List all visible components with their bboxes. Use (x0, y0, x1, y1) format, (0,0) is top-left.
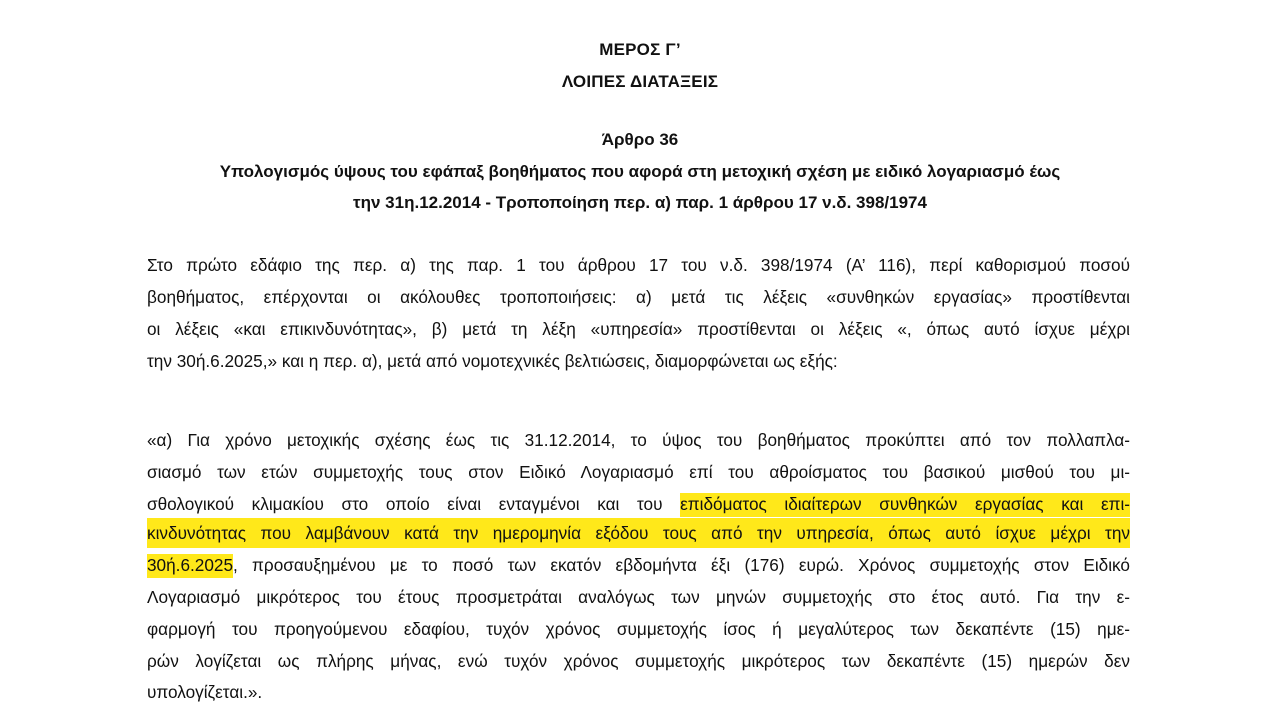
paragraph2-line: ρών λογίζεται ως πλήρης μήνας, ενώ τυχόν χρόνος συμμετοχής μικρότερος των δεκαπέντε (15) ημερών δεν (147, 651, 1130, 671)
paragraph1-line: την 30ή.6.2025,» και η περ. α), μετά από νομοτεχνικές βελτιώσεις, διαμορφώνεται ως εξής: (147, 351, 838, 371)
paragraph2-line: υπολογίζεται.». (147, 682, 263, 702)
highlighted-text: επιδόματος ιδιαίτερων συνθηκών εργασίας και επι- (680, 493, 1130, 517)
part-title: ΜΕΡΟΣ Γ’ (599, 40, 681, 59)
article-heading-line: Υπολογισμός ύψους του εφάπαξ βοηθήματος που αφορά στη μετοχική σχέση με ειδικό λογαριασμό έως (219, 162, 1061, 181)
part-subtitle: ΛΟΙΠΕΣ ΔΙΑΤΑΞΕΙΣ (561, 72, 719, 91)
paragraph2-line: «α) Για χρόνο μετοχικής σχέσης έως τις 31.12.2014, το ύψος του βοηθήματος προκύπτει από τον πολλαπλα- (147, 430, 1130, 450)
article-number: Άρθρο 36 (601, 130, 679, 149)
paragraph1-line: βοηθήματος, επέρχονται οι ακόλουθες τροποποιήσεις: α) μετά τις λέξεις «συνθηκών εργασίας» προστίθενται (147, 287, 1130, 307)
paragraph1-line: Στο πρώτο εδάφιο της περ. α) της παρ. 1 του άρθρου 17 του ν.δ. 398/1974 (Α’ 116), περί καθορισμού ποσού (147, 255, 1130, 275)
paragraph2-line (147, 492, 1130, 516)
highlighted-text: κινδυνότητας που λαμβάνουν κατά την ημερομηνία εξόδου τους από την υπηρεσία, όπως αυτό ίσχυε μέχρι την (147, 523, 1130, 543)
paragraph2-line: φαρμογή του προηγούμενου εδαφίου, τυχόν χρόνος συμμετοχής ίσος ή μεγαλύτερος των δεκαπέντε (15) ημε- (147, 619, 1130, 639)
paragraph2-text: , προσαυξημένου με το ποσό των εκατόν εβδομήντα έξι (176) ευρώ. Χρόνος συμμετοχής στον Ειδικό (233, 555, 1130, 575)
article-heading-line: την 31η.12.2014 - Τροποποίηση περ. α) παρ. 1 άρθρου 17 ν.δ. 398/1974 (353, 193, 927, 212)
paragraph2-line: σιασμό των ετών συμμετοχής τους στον Ειδικό Λογαριασμό επί του αθροίσματος του βασικού μισθού του μι- (147, 462, 1130, 482)
paragraph1-line: οι λέξεις «και επικινδυνότητας», β) μετά τη λέξη «υπηρεσία» προστίθενται οι λέξεις «, όπως αυτό ίσχυε μέχρι (147, 319, 1130, 339)
paragraph2-line: Λογαριασμό μικρότερος του έτους προσμετράται αναλόγως των μηνών συμμετοχής στο έτος αυτό. Για την ε- (147, 587, 1130, 607)
paragraph2-text: σθολογικού κλιμακίου στο οποίο είναι ενταγμένοι και του (147, 494, 663, 514)
paragraph2-line (147, 553, 1130, 577)
highlighted-text: 30ή.6.2025 (147, 554, 233, 578)
